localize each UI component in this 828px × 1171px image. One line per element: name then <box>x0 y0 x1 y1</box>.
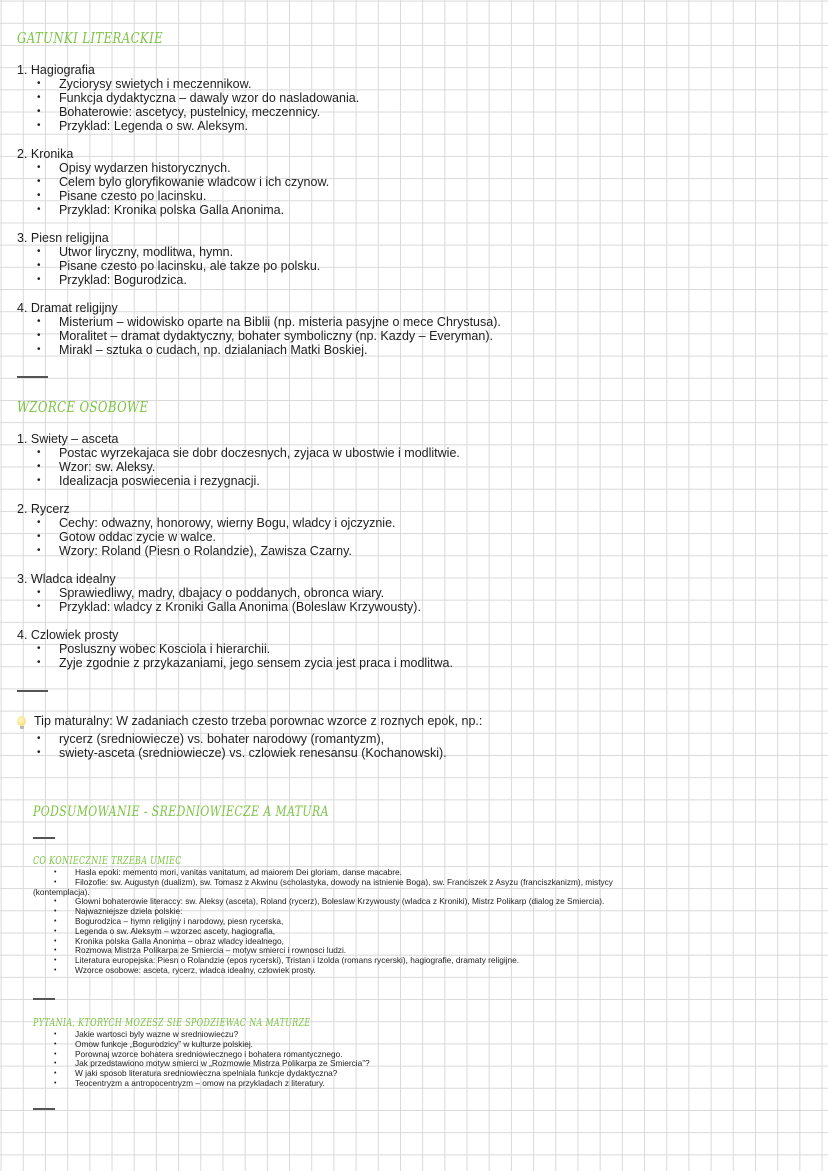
item-title: 4. Dramat religijny <box>17 301 118 315</box>
gatunek-hagiografia <box>17 63 501 133</box>
list-item: • Jakie wartosci byly wazne w sredniowieczu? <box>17 1030 370 1040</box>
list-item: • Jak przedstawiono motyw smierci w „Rozmowie Mistrza Polikarpa ze Smiercia”? <box>17 1059 370 1069</box>
divider <box>17 376 48 378</box>
list-item: • Wzorce osobowe: asceta, rycerz, wladca idealny, czlowiek prosty. <box>17 966 613 976</box>
list-item: • W jaki sposob literatura sredniowieczna spelniala funkcje dydaktyczna? <box>17 1069 370 1079</box>
item-title: 2. Kronika <box>17 147 74 161</box>
item-title: 1. Hagiografia <box>17 63 95 77</box>
list-item: • Gotow oddac zycie w walce. <box>17 530 460 544</box>
item-title: 3. Wladca idealny <box>17 572 116 586</box>
list-item: • Omow funkcje „Bogurodzicy” w kulturze polskiej. <box>17 1040 370 1050</box>
item-title: 3. Piesn religijna <box>17 231 109 245</box>
list-item: • Bohaterowie: ascetycy, pustelnicy, meczennicy. <box>17 105 501 119</box>
list-item: • Wzor: sw. Aleksy. <box>17 460 460 474</box>
list-item: • Idealizacja poswiecenia i rezygnacji. <box>17 474 460 488</box>
list-item: • rycerz (sredniowiecze) vs. bohater narodowy (romantyzm), <box>17 732 447 746</box>
heading-pytania-na-maturze: PYTANIA, KTORYCH MOZESZ SIE SPODZIEWAC NA MATURZE <box>33 1016 311 1029</box>
tip-text: Tip maturalny: W zadaniach czesto trzeba porownac wzorce z roznych epok, np.: <box>34 714 483 728</box>
wzorzec-swiety-asceta <box>17 432 460 488</box>
tip-bullets <box>17 732 447 760</box>
list-item: • Porownaj wzorce bohatera sredniowiecznego i bohatera romantycznego. <box>17 1050 370 1060</box>
heading-podsumowanie: PODSUMOWANIE - SREDNIOWIECZE A MATURA <box>33 804 329 820</box>
divider <box>33 998 55 1000</box>
wzorzec-wladca-idealny <box>17 572 460 614</box>
list-item: • Wzory: Roland (Piesn o Rolandzie), Zawisza Czarny. <box>17 544 460 558</box>
list-item: • Funkcja dydaktyczna – dawaly wzor do nasladowania. <box>17 91 501 105</box>
list-item: • Przyklad: Kronika polska Galla Anonima. <box>17 203 501 217</box>
list-item: • Postac wyrzekajaca sie dobr doczesnych, zyjaca w ubostwie i modlitwie. <box>17 446 460 460</box>
list-item: • Przyklad: Legenda o sw. Aleksym. <box>17 119 501 133</box>
gatunki-list <box>17 63 501 357</box>
heading-gatunki-literackie: GATUNKI LITERACKIE <box>17 29 164 47</box>
list-item: • Pisane czesto po lacinsku. <box>17 189 501 203</box>
wzorzec-czlowiek-prosty <box>17 628 460 670</box>
list-item: • Literatura europejska: Piesn o Rolandzie (epos rycerski), Tristan i Izolda (romans rycerski), hagiografie, dramaty religijne. <box>17 956 613 966</box>
list-item: • Przyklad: Bogurodzica. <box>17 273 501 287</box>
divider <box>33 1108 55 1110</box>
list-item: • Filozofie: sw. Augustyn (dualizm), sw. Tomasz z Akwinu (scholastyka, dowody na istnienie Boga), sw. Franciszek z Asyzu (franciszkanizm), mistycy <box>17 878 613 888</box>
must-know-list <box>17 868 613 976</box>
list-item: • Misterium – widowisko oparte na Biblii (np. misteria pasyjne o mece Chrystusa). <box>17 315 501 329</box>
list-item: • Glowni bohaterowie literaccy: sw. Aleksy (asceta), Roland (rycerz), Boleslaw Krzywousty (wladca z Kroniki), Mistrz Polikarp (dialog ze Smiercia). <box>17 897 613 907</box>
lightbulb-icon <box>17 716 26 726</box>
item-title: 2. Rycerz <box>17 502 70 516</box>
list-item: • Hasla epoki: memento mori, vanitas vanitatum, ad maiorem Dei gloriam, danse macabre. <box>17 868 613 878</box>
list-item: • Legenda o sw. Aleksym – wzorzec ascety, hagiografia, <box>17 927 613 937</box>
divider <box>17 690 48 692</box>
wzorce-list <box>17 432 460 670</box>
list-item: • Przyklad: wladcy z Kroniki Galla Anonima (Boleslaw Krzywousty). <box>17 600 460 614</box>
list-item: • Celem bylo gloryfikowanie wladcow i ich czynow. <box>17 175 501 189</box>
list-item: • Moralitet – dramat dydaktyczny, bohater symboliczny (np. Kazdy – Everyman). <box>17 329 501 343</box>
list-item: • Teocentryzm a antropocentryzm – omow na przykladach z literatury. <box>17 1079 370 1089</box>
gatunek-piesn-religijna <box>17 231 501 287</box>
list-item: • Opisy wydarzen historycznych. <box>17 161 501 175</box>
questions-list <box>17 1030 370 1089</box>
list-item: • Cechy: odwazny, honorowy, wierny Bogu, wladcy i ojczyznie. <box>17 516 460 530</box>
tip-maturalny <box>17 714 482 728</box>
item-title: 1. Swiety – asceta <box>17 432 119 446</box>
list-item: • Najwazniejsze dziela polskie: <box>17 907 613 917</box>
heading-wzorce-osobowe: WZORCE OSOBOWE <box>17 398 149 416</box>
gatunek-kronika <box>17 147 501 217</box>
gatunek-dramat-religijny <box>17 301 501 357</box>
list-item: • Zyciorysy swietych i meczennikow. <box>17 77 501 91</box>
list-item: • Sprawiedliwy, madry, dbajacy o poddanych, obronca wiary. <box>17 586 460 600</box>
list-item: • Mirakl – sztuka o cudach, np. dzialaniach Matki Boskiej. <box>17 343 501 357</box>
heading-co-koniecznie-trzeba-umiec: CO KONIECZNIE TRZEBA UMIEC <box>33 854 182 867</box>
list-item: • Rozmowa Mistrza Polikarpa ze Smiercia – motyw smierci i rownosci ludzi. <box>17 946 613 956</box>
wzorzec-rycerz <box>17 502 460 558</box>
list-item: • Bogurodzica – hymn religijny i narodowy, piesn rycerska, <box>17 917 613 927</box>
list-item: • Pisane czesto po lacinsku, ale takze po polsku. <box>17 259 501 273</box>
divider <box>33 837 55 839</box>
list-item: • swiety-asceta (sredniowiecze) vs. czlowiek renesansu (Kochanowski). <box>17 746 447 760</box>
list-item-continuation: (kontemplacja). <box>33 886 90 897</box>
item-title: 4. Czlowiek prosty <box>17 628 119 642</box>
list-item: • Utwor liryczny, modlitwa, hymn. <box>17 245 501 259</box>
list-item: • Posluszny wobec Kosciola i hierarchii. <box>17 642 460 656</box>
list-item: • Kronika polska Galla Anonima – obraz wladcy idealnego, <box>17 937 613 947</box>
list-item: • Zyje zgodnie z przykazaniami, jego sensem zycia jest praca i modlitwa. <box>17 656 460 670</box>
